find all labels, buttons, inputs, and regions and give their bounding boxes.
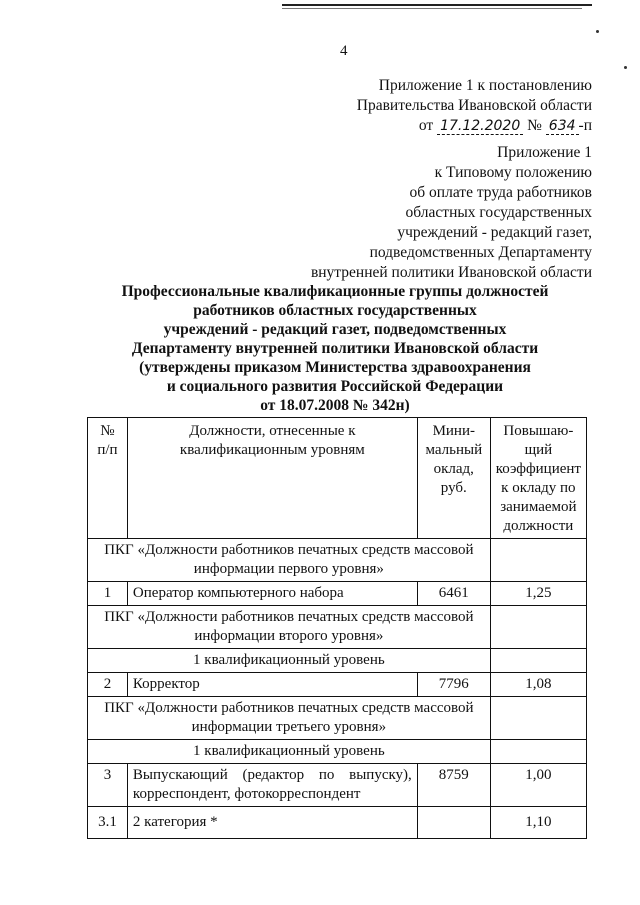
scan-artifact-line xyxy=(282,8,582,9)
scan-artifact-line xyxy=(282,4,592,6)
row-salary: 6461 xyxy=(417,582,490,606)
row-number: 3.1 xyxy=(88,807,128,839)
empty-cell xyxy=(490,740,586,764)
header-position: Должности, отнесенные к квалификационным уровням xyxy=(127,418,417,539)
page-number: 4 xyxy=(340,43,348,59)
empty-cell xyxy=(490,649,586,673)
handwritten-date: 17.12.2020 xyxy=(437,118,523,135)
scan-artifact-dot xyxy=(624,66,627,69)
row-salary xyxy=(417,807,490,839)
row-coefficient: 1,25 xyxy=(490,582,586,606)
row-coefficient: 1,00 xyxy=(490,764,586,807)
group-title: ПКГ «Должности работников печатных средств массовой информации первого уровня» xyxy=(88,539,491,582)
title-line: от 18.07.2008 № 342н) xyxy=(260,397,410,414)
title-line: учреждений - редакций газет, подведомственных xyxy=(163,321,507,338)
row-number: 1 xyxy=(88,582,128,606)
group-title: ПКГ «Должности работников печатных средств массовой информации третьего уровня» xyxy=(88,697,491,740)
appendix-line: внутренней политики Ивановской области xyxy=(310,264,592,281)
row-number: 3 xyxy=(88,764,128,807)
empty-cell xyxy=(490,539,586,582)
appendix-line: учреждений - редакций газет, xyxy=(397,224,592,241)
appendix-resolution xyxy=(357,76,592,136)
appendix-regulation xyxy=(311,143,592,283)
salary-table xyxy=(87,417,587,839)
title-line: (утверждены приказом Министерства здравоохранения xyxy=(139,359,531,376)
table-row-group xyxy=(88,539,587,582)
row-number: 2 xyxy=(88,673,128,697)
row-position: 2 категория * xyxy=(127,807,417,839)
appendix-line: областных государственных xyxy=(405,204,592,221)
table-row-level xyxy=(88,740,587,764)
empty-cell xyxy=(490,606,586,649)
table-header-row xyxy=(88,418,587,539)
appendix-line: подведомственных Департаменту xyxy=(369,244,592,261)
row-coefficient: 1,10 xyxy=(490,807,586,839)
table-row-group xyxy=(88,606,587,649)
from-label: от xyxy=(418,117,434,134)
header-coefficient: Повышаю-щий коэффициент к окладу по занимаемой должности xyxy=(490,418,586,539)
title-line: и социального развития Российской Федерации xyxy=(166,378,504,395)
table-row xyxy=(88,764,587,807)
group-title: ПКГ «Должности работников печатных средств массовой информации второго уровня» xyxy=(88,606,491,649)
appendix-line: Приложение 1 к постановлению xyxy=(378,77,592,94)
title-line: Профессиональные квалификационные группы должностей xyxy=(121,283,549,300)
table-row-group xyxy=(88,697,587,740)
appendix-date-line xyxy=(357,116,592,136)
row-position: Выпускающий (редактор по выпуску), корреспондент, фотокорреспондент xyxy=(127,764,417,807)
row-position: Корректор xyxy=(127,673,417,697)
table-row xyxy=(88,673,587,697)
number-sign: № xyxy=(527,117,542,134)
table-row-level xyxy=(88,649,587,673)
appendix-line: об оплате труда работников xyxy=(409,184,592,201)
header-num: № п/п xyxy=(88,418,128,539)
row-coefficient: 1,08 xyxy=(490,673,586,697)
table-row xyxy=(88,582,587,606)
document-title xyxy=(100,282,570,415)
title-line: работников областных государственных xyxy=(193,302,477,319)
row-position: Оператор компьютерного набора xyxy=(127,582,417,606)
number-suffix: -п xyxy=(578,117,592,134)
appendix-line: Правительства Ивановской области xyxy=(356,97,592,114)
table-row xyxy=(88,807,587,839)
row-salary: 7796 xyxy=(417,673,490,697)
handwritten-number: 634 xyxy=(546,118,579,135)
empty-cell xyxy=(490,697,586,740)
level-title: 1 квалификационный уровень xyxy=(88,740,491,764)
scan-artifact-dot xyxy=(596,30,599,33)
appendix-line: к Типовому положению xyxy=(434,164,592,181)
title-line: Департаменту внутренней политики Ивановской области xyxy=(131,340,539,357)
level-title: 1 квалификационный уровень xyxy=(88,649,491,673)
appendix-line: Приложение 1 xyxy=(497,144,592,161)
row-salary: 8759 xyxy=(417,764,490,807)
header-salary: Мини-мальный оклад, руб. xyxy=(417,418,490,539)
